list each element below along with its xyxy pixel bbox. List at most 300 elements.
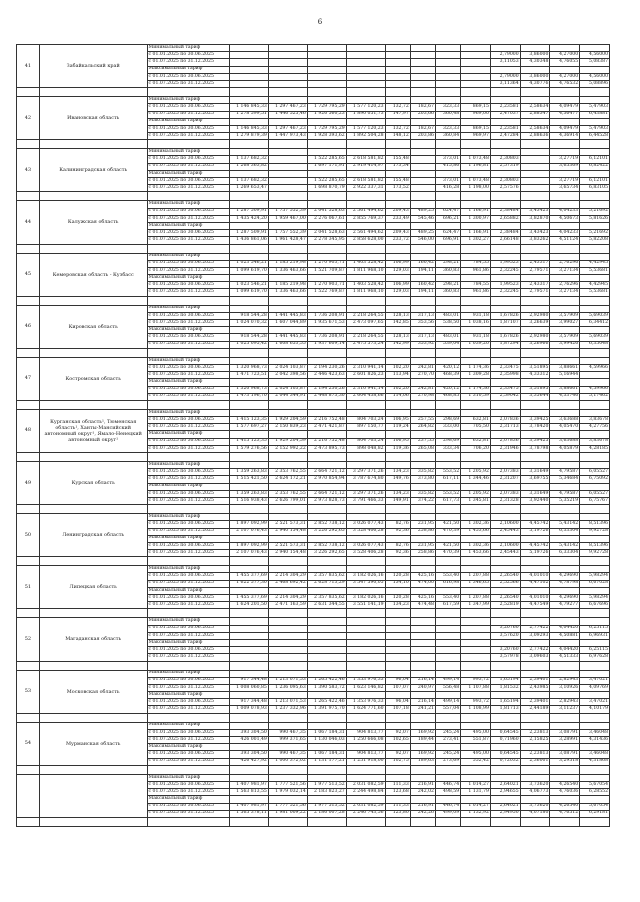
value-cell: 182,67	[410, 125, 435, 132]
value-cell: 425,16	[410, 573, 435, 580]
empty-cell	[461, 483, 491, 490]
period-label: с 01.01.2025 по 30.06.2025	[147, 625, 229, 632]
value-cell: 2,30803	[490, 156, 520, 163]
value-cell: 917 344,48	[229, 677, 268, 684]
value-cell	[346, 632, 385, 639]
value-cell: 1 270 903,71	[307, 282, 346, 289]
value-cell: 3,35644	[520, 393, 550, 400]
value-cell: 1 309,28	[461, 372, 491, 379]
empty-cell	[268, 639, 307, 646]
value-cell: 1,99523	[490, 282, 520, 289]
empty-cell	[229, 140, 268, 149]
empty-cell	[307, 774, 346, 781]
value-cell: 128,13	[385, 312, 410, 319]
empty-cell	[490, 170, 520, 177]
empty-cell	[346, 66, 385, 73]
empty-cell	[268, 97, 307, 104]
value-cell: 1 014,27	[461, 781, 491, 788]
value-cell: 273,69	[435, 758, 460, 765]
empty-cell	[229, 327, 268, 334]
value-cell	[229, 654, 268, 661]
value-cell: 4,31868	[580, 758, 610, 765]
value-cell: 2,92980	[520, 312, 550, 319]
empty-cell	[550, 409, 580, 416]
empty-cell	[580, 514, 610, 521]
empty-cell	[307, 170, 346, 177]
value-cell: 4,30776	[520, 80, 550, 87]
tariff-type-label: Максимальный тариф	[147, 483, 229, 490]
empty-cell	[490, 661, 520, 670]
empty-cell	[580, 192, 610, 201]
value-cell: 1 300,97	[461, 215, 491, 222]
value-cell: 2 855 769,37	[346, 215, 385, 222]
empty-cell	[580, 453, 610, 462]
spacer-row	[17, 244, 610, 253]
value-cell: 1 297 467,23	[268, 125, 307, 132]
empty-cell	[410, 431, 435, 438]
table-row	[17, 722, 610, 729]
region-number: 41	[17, 45, 40, 88]
empty-cell	[410, 618, 435, 625]
empty-cell	[435, 296, 460, 305]
tariff-type-label: Максимальный тариф	[147, 587, 229, 594]
value-cell: 495,00	[461, 751, 491, 758]
empty-cell	[346, 327, 385, 334]
value-cell: 2,07383	[490, 469, 520, 476]
value-cell: 470,39	[435, 528, 460, 535]
value-cell: 3,09603	[520, 654, 550, 661]
value-cell: 6,25115	[580, 625, 610, 632]
value-cell: 4,10179	[580, 706, 610, 713]
empty-cell	[410, 305, 435, 312]
value-cell: 3 182 026,16	[346, 595, 385, 602]
empty-cell	[490, 744, 520, 751]
period-label: с 01.01.2025 по 30.06.2025	[147, 208, 229, 215]
value-cell: 3,99426	[550, 341, 580, 348]
empty-cell	[268, 409, 307, 416]
empty-cell	[147, 505, 229, 514]
empty-cell	[580, 722, 610, 729]
value-cell: 5,43142	[550, 521, 580, 528]
empty-cell	[346, 661, 385, 670]
table-row	[17, 253, 610, 260]
value-cell: 489,25	[410, 230, 435, 237]
empty-cell	[461, 45, 491, 52]
value-cell: 5,69039	[580, 312, 610, 319]
tariff-type-label: Максимальный тариф	[147, 639, 229, 646]
value-cell: 3,92440	[520, 497, 550, 504]
value-cell: 1 453,66	[461, 528, 491, 535]
empty-cell	[268, 557, 307, 566]
value-cell	[410, 80, 435, 87]
value-cell: 2,79571	[520, 289, 550, 296]
empty-cell	[520, 453, 550, 462]
empty-cell	[410, 796, 435, 803]
empty-cell	[346, 170, 385, 177]
empty-cell	[307, 327, 346, 334]
period-label: с 01.01.2025 по 30.06.2025	[147, 729, 229, 736]
period-label: с 01.01.2025 по 30.06.2025	[147, 156, 229, 163]
empty-cell	[268, 348, 307, 357]
empty-cell	[229, 566, 268, 573]
empty-cell	[346, 192, 385, 201]
empty-cell	[346, 618, 385, 625]
empty-cell	[435, 379, 460, 386]
value-cell: 1 137 682,32	[229, 178, 268, 185]
value-cell	[229, 59, 268, 66]
value-cell: 245,24	[435, 729, 460, 736]
empty-cell	[461, 409, 491, 416]
empty-cell	[490, 483, 520, 490]
period-label: с 01.07.2025 по 31.12.2025	[147, 528, 229, 535]
empty-cell	[229, 192, 268, 201]
value-cell: 2,23813	[520, 729, 550, 736]
empty-cell	[385, 253, 410, 260]
value-cell: 6,35048	[580, 341, 610, 348]
value-cell: 245,24	[435, 751, 460, 758]
value-cell: 1 067 184,31	[307, 729, 346, 736]
value-cell: 1 000 372,02	[268, 758, 307, 765]
empty-cell	[461, 192, 491, 201]
empty-cell	[435, 348, 460, 357]
value-cell: 92,07	[385, 751, 410, 758]
empty-cell	[520, 483, 550, 490]
value-cell: 2,79000	[490, 73, 520, 80]
value-cell: 1 390 583,72	[307, 684, 346, 691]
empty-cell	[580, 796, 610, 803]
value-cell: 1 265 422,46	[307, 677, 346, 684]
value-cell	[461, 647, 491, 654]
empty-cell	[410, 514, 435, 521]
empty-cell	[410, 453, 435, 462]
value-cell: 6,75767	[580, 497, 610, 504]
value-cell: 3,51895	[520, 364, 550, 371]
value-cell	[461, 73, 491, 80]
empty-cell	[461, 170, 491, 177]
value-cell: 132,72	[385, 104, 410, 111]
empty-cell	[346, 409, 385, 416]
empty-cell	[39, 557, 147, 566]
value-cell: 1 577 120,23	[346, 125, 385, 132]
empty-cell	[580, 774, 610, 781]
empty-cell	[385, 170, 410, 177]
value-cell: 2,31713	[490, 424, 520, 431]
value-cell: 323,33	[435, 104, 460, 111]
empty-cell	[39, 244, 147, 253]
value-cell: 1 624 201,50	[229, 602, 268, 609]
value-cell: 474,48	[410, 602, 435, 609]
table-row	[17, 201, 610, 208]
empty-cell	[550, 431, 580, 438]
value-cell: 2 150 839,23	[268, 424, 307, 431]
empty-cell	[435, 566, 460, 573]
value-cell: 5,98294	[580, 595, 610, 602]
value-cell: 4,26540	[550, 803, 580, 810]
value-cell: 468,85	[435, 393, 460, 400]
value-cell: 323,33	[435, 125, 460, 132]
empty-cell	[490, 305, 520, 312]
empty-cell	[229, 275, 268, 282]
period-label: с 01.01.2025 по 30.06.2025	[147, 125, 229, 132]
region-number: 43	[17, 149, 40, 192]
value-cell: 1 811 968,10	[346, 289, 385, 296]
value-cell: 2,82943	[550, 677, 580, 684]
empty-cell	[550, 535, 580, 542]
empty-cell	[268, 275, 307, 282]
empty-cell	[550, 296, 580, 305]
value-cell: 353,92	[410, 341, 435, 348]
empty-cell	[147, 817, 229, 826]
empty-cell	[307, 222, 346, 229]
region-name: Калужская область	[39, 201, 147, 244]
value-cell: 2 940 154,48	[268, 528, 307, 535]
value-cell: 3,20760	[490, 647, 520, 654]
empty-cell	[385, 744, 410, 751]
empty-cell	[520, 796, 550, 803]
empty-cell	[435, 45, 460, 52]
region-number: 47	[17, 357, 40, 400]
empty-cell	[17, 192, 40, 201]
empty-cell	[346, 275, 385, 282]
value-cell: 489,25	[410, 208, 435, 215]
value-cell: 264,82	[410, 424, 435, 431]
value-cell: 4,56000	[580, 52, 610, 59]
empty-cell	[490, 253, 520, 260]
value-cell: 1 403 528,42	[346, 260, 385, 267]
value-cell: 5,53681	[580, 267, 610, 274]
value-cell	[461, 52, 491, 59]
empty-cell	[268, 483, 307, 490]
empty-cell	[490, 587, 520, 594]
value-cell: 1 579 276,56	[229, 445, 268, 452]
empty-cell	[435, 587, 460, 594]
period-label: с 01.07.2025 по 31.12.2025	[147, 80, 229, 87]
empty-cell	[550, 639, 580, 646]
empty-cell	[520, 514, 550, 521]
value-cell: 3,99027	[550, 320, 580, 327]
value-cell: 3,11053	[490, 59, 520, 66]
empty-cell	[268, 431, 307, 438]
empty-cell	[490, 692, 520, 699]
period-label: с 01.07.2025 по 31.12.2025	[147, 737, 229, 744]
empty-cell	[490, 88, 520, 97]
value-cell: 3 528 406,28	[346, 528, 385, 535]
value-cell: 155,48	[385, 178, 410, 185]
empty-cell	[490, 409, 520, 416]
empty-cell	[490, 796, 520, 803]
value-cell: 82,76	[385, 542, 410, 549]
empty-cell	[385, 796, 410, 803]
empty-cell	[229, 379, 268, 386]
value-cell: 426 427,92	[229, 758, 268, 765]
value-cell: 2 922 337,31	[346, 185, 385, 192]
empty-cell	[346, 244, 385, 253]
value-cell: 2,26540	[490, 595, 520, 602]
empty-cell	[385, 453, 410, 462]
value-cell: 3,46048	[580, 729, 610, 736]
empty-cell	[307, 661, 346, 670]
value-cell: 3 226 292,65	[307, 550, 346, 557]
value-cell: 5,19726	[520, 528, 550, 535]
value-cell: 1 777 521,56	[268, 781, 307, 788]
empty-cell	[268, 149, 307, 156]
period-label: с 01.07.2025 по 31.12.2025	[147, 758, 229, 765]
empty-cell	[461, 400, 491, 409]
empty-cell	[550, 566, 580, 573]
value-cell: 1,65194	[490, 677, 520, 684]
empty-cell	[520, 566, 550, 573]
value-cell: 2 216 752,48	[307, 438, 346, 445]
value-cell	[268, 625, 307, 632]
empty-cell	[580, 817, 610, 826]
value-cell: 4,01010	[520, 595, 550, 602]
empty-cell	[346, 744, 385, 751]
spacer-row	[17, 505, 610, 514]
value-cell: 2,23813	[520, 751, 550, 758]
tariff-table	[16, 44, 610, 827]
value-cell: 1 268 363,82	[229, 163, 268, 170]
value-cell: 298,69	[435, 438, 460, 445]
empty-cell	[550, 66, 580, 73]
value-cell: 2,10600	[490, 521, 520, 528]
empty-cell	[435, 765, 460, 774]
empty-cell	[580, 566, 610, 573]
empty-cell	[385, 505, 410, 514]
value-cell: 273,41	[435, 737, 460, 744]
empty-cell	[147, 557, 229, 566]
value-cell: 231,95	[410, 542, 435, 549]
period-label: с 01.01.2025 по 30.06.2025	[147, 781, 229, 788]
empty-cell	[461, 639, 491, 646]
value-cell: 1 336 463,66	[268, 289, 307, 296]
value-cell: 1 166,91	[461, 230, 491, 237]
empty-cell	[550, 514, 580, 521]
value-cell: 5,34684	[550, 476, 580, 483]
empty-cell	[346, 566, 385, 573]
value-cell: 4,27000	[550, 73, 580, 80]
value-cell: 2,94655	[490, 789, 520, 796]
empty-cell	[385, 222, 410, 229]
value-cell: 5,08387	[580, 59, 610, 66]
empty-cell	[307, 514, 346, 521]
empty-cell	[490, 400, 520, 409]
empty-cell	[410, 170, 435, 177]
value-cell: 3,65734	[550, 185, 580, 192]
empty-cell	[520, 400, 550, 409]
empty-cell	[461, 692, 491, 699]
empty-cell	[490, 149, 520, 156]
empty-cell	[17, 88, 40, 97]
value-cell: 242,02	[410, 789, 435, 796]
empty-cell	[268, 400, 307, 409]
value-cell: 2,31328	[490, 497, 520, 504]
empty-cell	[229, 692, 268, 699]
value-cell: 499,14	[435, 677, 460, 684]
value-cell: 1 415 123,35	[229, 438, 268, 445]
period-label: с 01.01.2025 по 30.06.2025	[147, 542, 229, 549]
empty-cell	[229, 400, 268, 409]
empty-cell	[580, 149, 610, 156]
tariff-type-label: Минимальный тариф	[147, 618, 229, 625]
value-cell: 1 347,99	[461, 602, 491, 609]
value-cell: 2 664 721,12	[307, 469, 346, 476]
region-name: Курская область	[39, 462, 147, 505]
value-cell	[307, 647, 346, 654]
empty-cell	[550, 400, 580, 409]
value-cell: 1 359 263,83	[229, 469, 268, 476]
empty-cell	[385, 817, 410, 826]
tariff-type-label: Максимальный тариф	[147, 275, 229, 282]
empty-cell	[410, 765, 435, 774]
empty-cell	[580, 431, 610, 438]
empty-cell	[410, 118, 435, 125]
value-cell: 203,86	[410, 133, 435, 140]
empty-cell	[580, 661, 610, 670]
empty-cell	[550, 97, 580, 104]
empty-cell	[580, 462, 610, 469]
empty-cell	[385, 462, 410, 469]
region-name: Московская область	[39, 670, 147, 713]
value-cell: 2 031 082,59	[346, 803, 385, 810]
empty-cell	[490, 140, 520, 149]
value-cell: 4,45742	[520, 542, 550, 549]
empty-cell	[435, 722, 460, 729]
period-label: с 01.07.2025 по 31.12.2025	[147, 111, 229, 118]
empty-cell	[410, 587, 435, 594]
empty-cell	[550, 505, 580, 514]
value-cell: 169,92	[410, 751, 435, 758]
period-label: с 01.01.2025 по 30.06.2025	[147, 573, 229, 580]
empty-cell	[550, 275, 580, 282]
period-label: с 01.01.2025 по 30.06.2025	[147, 260, 229, 267]
empty-cell	[520, 296, 550, 305]
value-cell: 2,82943	[550, 699, 580, 706]
empty-cell	[346, 253, 385, 260]
value-cell: 2,88347	[520, 111, 550, 118]
empty-cell	[268, 609, 307, 618]
value-cell: 3,08791	[550, 729, 580, 736]
value-cell: 317,13	[410, 312, 435, 319]
value-cell: 120,28	[385, 573, 410, 580]
empty-cell	[410, 400, 435, 409]
empty-cell	[461, 379, 491, 386]
value-cell: 2,77422	[520, 625, 550, 632]
empty-cell	[550, 327, 580, 334]
empty-cell	[580, 275, 610, 282]
value-cell: 1 981 009,22	[268, 810, 307, 817]
empty-cell	[490, 535, 520, 542]
value-cell: 1 073,48	[461, 156, 491, 163]
empty-cell	[229, 462, 268, 469]
value-cell: 4,56000	[580, 73, 610, 80]
value-cell: 616,98	[435, 580, 460, 587]
value-cell: 4,47102	[520, 580, 550, 587]
value-cell: 6,28552	[580, 789, 610, 796]
value-cell: 2,43317	[520, 260, 550, 267]
empty-cell	[307, 431, 346, 438]
value-cell: 119,24	[385, 424, 410, 431]
empty-cell	[385, 670, 410, 677]
empty-cell	[307, 244, 346, 253]
tariff-type-label: Максимальный тариф	[147, 744, 229, 751]
value-cell: 2 852 738,12	[307, 521, 346, 528]
empty-cell	[550, 222, 580, 229]
empty-cell	[307, 692, 346, 699]
value-cell: 3,69755	[520, 476, 550, 483]
value-cell: 1 196,81	[461, 163, 491, 170]
period-label: с 01.07.2025 по 31.12.2025	[147, 706, 229, 713]
empty-cell	[580, 409, 610, 416]
